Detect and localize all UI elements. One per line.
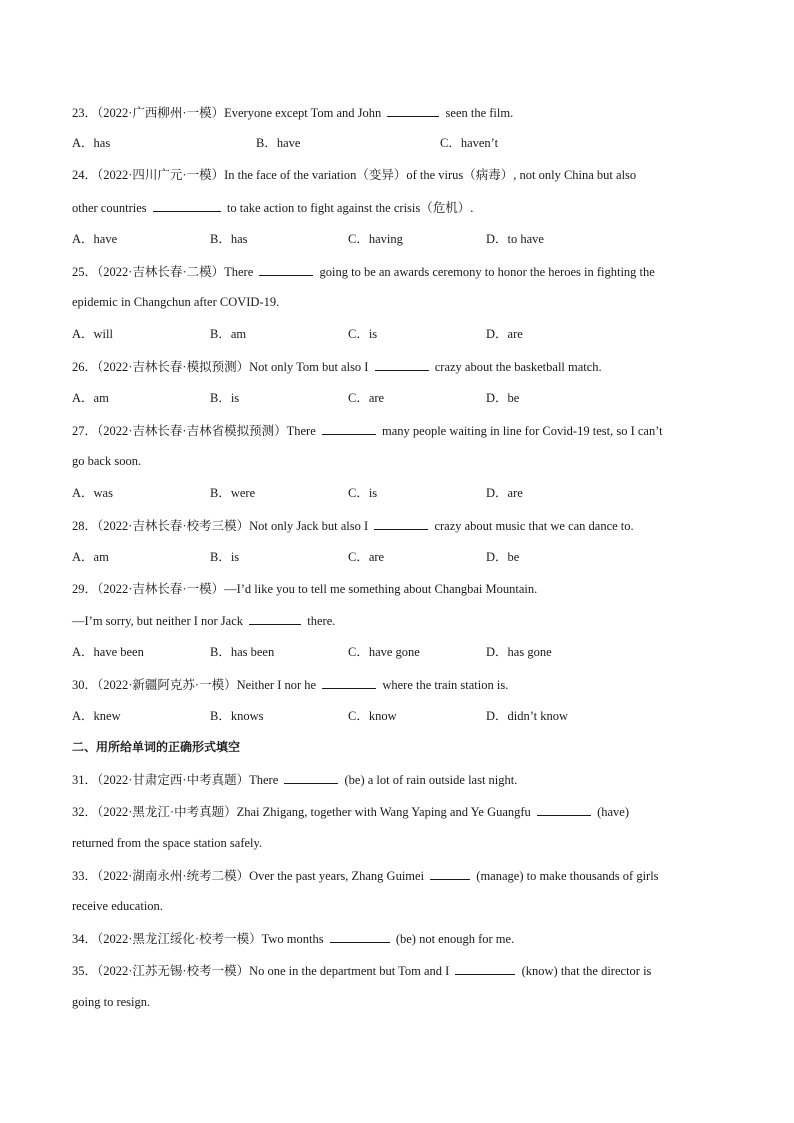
answer-blank[interactable] <box>259 263 313 276</box>
answer-blank[interactable] <box>153 199 221 212</box>
option-d[interactable]: D．are <box>486 327 523 341</box>
question-31: 31．（2022·甘肃定西·中考真题）There (be) a lot of rain outside last night. <box>72 773 518 787</box>
answer-blank[interactable] <box>375 358 429 371</box>
option-c[interactable]: C．is <box>348 486 378 500</box>
question-32-line-2: returned from the space station safely. <box>72 836 263 850</box>
option-b[interactable]: B．is <box>210 550 240 564</box>
option-c[interactable]: C．is <box>348 327 378 341</box>
question-34: 34．（2022·黑龙江绥化·校考一模）Two months (be) not enough for me. <box>72 932 515 946</box>
option-c[interactable]: C．haven’t <box>440 136 499 150</box>
answer-blank[interactable] <box>330 930 390 943</box>
question-33-line-2: receive education. <box>72 899 163 913</box>
answer-blank[interactable] <box>374 517 428 530</box>
option-b[interactable]: B．has been <box>210 645 275 659</box>
option-c[interactable]: C．know <box>348 709 397 723</box>
question-32: 32．（2022·黑龙江·中考真题）Zhai Zhigang, together with Wang Yaping and Ye Guangfu (have) <box>72 805 629 819</box>
option-d[interactable]: D．has gone <box>486 645 552 659</box>
option-c[interactable]: C．are <box>348 391 385 405</box>
question-23: 23．（2022·广西柳州·一模）Everyone except Tom and John seen the film. <box>72 106 514 120</box>
question-33: 33．（2022·湖南永州·统考二模）Over the past years, Zhang Guimei (manage) to make thousands of girls <box>72 869 659 883</box>
question-26: 26．（2022·吉林长春·模拟预测）Not only Tom but also I crazy about the basketball match. <box>72 360 602 374</box>
answer-blank[interactable] <box>284 771 338 784</box>
question-35-line-2: going to resign. <box>72 995 151 1009</box>
option-c[interactable]: C．have gone <box>348 645 420 659</box>
option-a[interactable]: A．have been <box>72 645 144 659</box>
question-25-line-2: epidemic in Changchun after COVID-19. <box>72 295 280 309</box>
option-a[interactable]: A．knew <box>72 709 121 723</box>
question-27: 27．（2022·吉林长春·吉林省模拟预测）There many people waiting in line for Covid-19 test, so I can’t <box>72 424 663 438</box>
option-b[interactable]: B．is <box>210 391 240 405</box>
question-27-line-2: go back soon. <box>72 454 142 468</box>
option-a[interactable]: A．will <box>72 327 113 341</box>
question-29-line-2: —I’m sorry, but neither I nor Jack there. <box>72 614 336 628</box>
option-b[interactable]: B．knows <box>210 709 264 723</box>
option-d[interactable]: D．didn’t know <box>486 709 569 723</box>
option-a[interactable]: A．am <box>72 391 109 405</box>
question-25: 25．（2022·吉林长春·二模）There going to be an awards ceremony to honor the heroes in fighting the <box>72 265 655 279</box>
option-d[interactable]: D．be <box>486 391 520 405</box>
answer-blank[interactable] <box>387 104 439 117</box>
answer-blank[interactable] <box>322 676 376 689</box>
option-a[interactable]: A．have <box>72 232 118 246</box>
option-d[interactable]: D．to have <box>486 232 544 246</box>
option-b[interactable]: B．am <box>210 327 247 341</box>
question-28: 28．（2022·吉林长春·校考三模）Not only Jack but also I crazy about music that we can dance to. <box>72 519 634 533</box>
option-b[interactable]: B．were <box>210 486 256 500</box>
option-c[interactable]: C．having <box>348 232 403 246</box>
question-24-line-2: other countries to take action to fight against the crisis（危机）. <box>72 201 474 215</box>
answer-blank[interactable] <box>537 803 591 816</box>
answer-blank[interactable] <box>249 612 301 625</box>
answer-blank[interactable] <box>455 962 515 975</box>
question-35: 35．（2022·江苏无锡·校考一模）No one in the department but Tom and I (know) that the director is <box>72 964 652 978</box>
option-a[interactable]: A．am <box>72 550 109 564</box>
question-24: 24．（2022·四川广元·一模）In the face of the variation（变异）of the virus（病毒）, not only China but also <box>72 168 637 182</box>
section-title: 二、用所给单词的正确形式填空 <box>72 740 241 754</box>
question-29: 29．（2022·吉林长春·一模）—I’d like you to tell me something about Changbai Mountain. <box>72 582 538 596</box>
option-a[interactable]: A．was <box>72 486 113 500</box>
question-30: 30．（2022·新疆阿克苏·一模）Neither I nor he where the train station is. <box>72 678 509 692</box>
answer-blank[interactable] <box>322 422 376 435</box>
option-c[interactable]: C．are <box>348 550 385 564</box>
option-d[interactable]: D．be <box>486 550 520 564</box>
answer-blank[interactable] <box>430 867 470 880</box>
option-d[interactable]: D．are <box>486 486 523 500</box>
option-b[interactable]: B．has <box>210 232 248 246</box>
option-a[interactable]: A．has <box>72 136 111 150</box>
option-b[interactable]: B．have <box>256 136 301 150</box>
